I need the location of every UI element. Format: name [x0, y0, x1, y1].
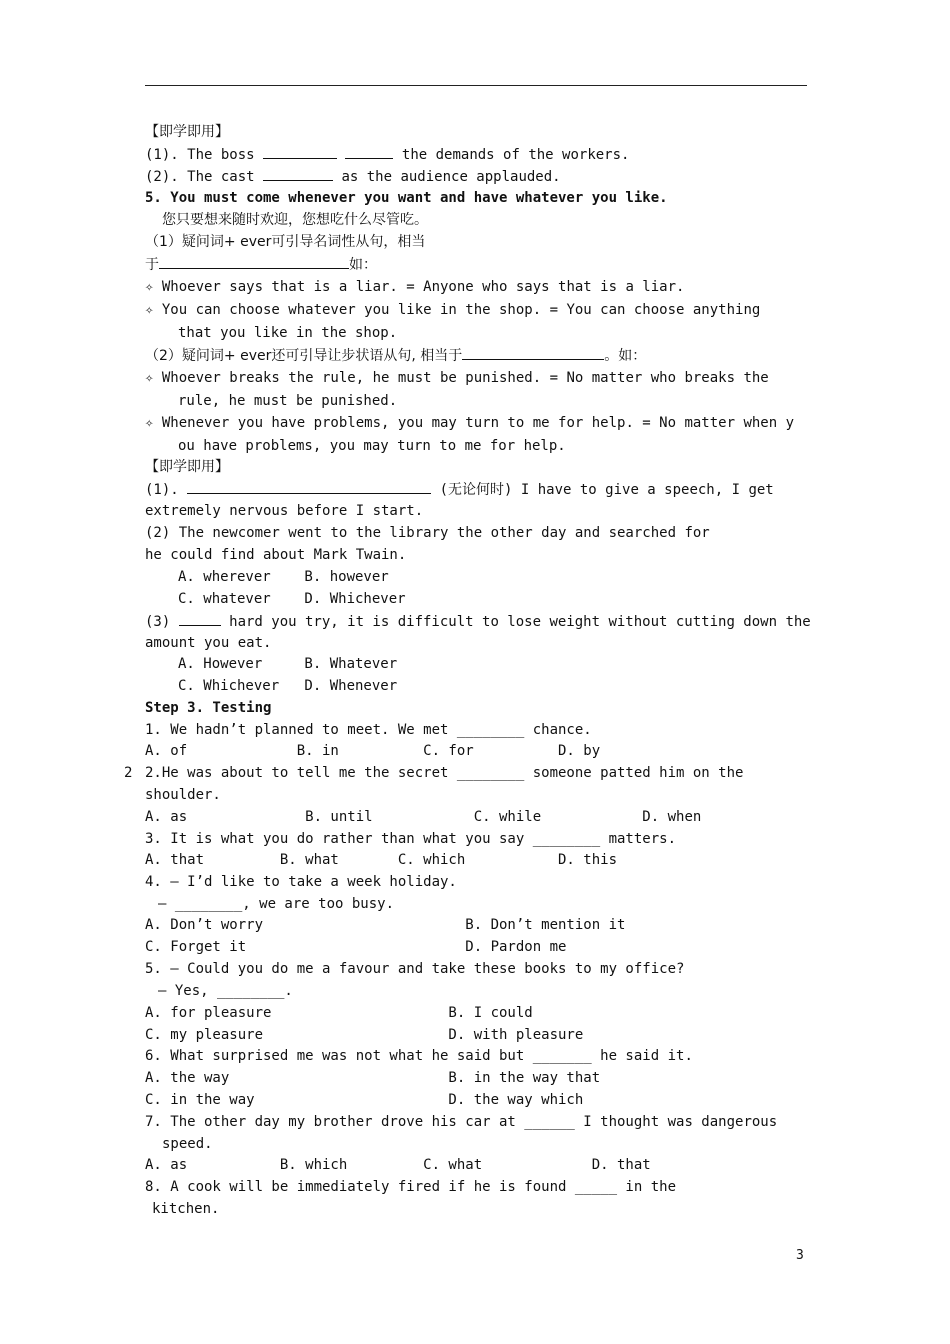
question-line: kitchen. — [152, 1201, 220, 1217]
option-line: A. However B. Whatever — [178, 656, 398, 672]
answer-blank[interactable] — [462, 345, 604, 360]
key-sentence: 5. You must come whenever you want and have whatever you like. — [145, 190, 668, 206]
diamond-bullet-icon: ✧ — [145, 279, 162, 295]
option-line: C. my pleasure D. with pleasure — [145, 1027, 584, 1043]
option-line: A. for pleasure B. I could — [145, 1005, 533, 1021]
question-line: 3. It is what you do rather than what you say ________ matters. — [145, 831, 677, 847]
question-line: — Yes, ________. — [158, 983, 293, 999]
question-line: 1. We hadn’t planned to meet. We met ________ chance. — [145, 722, 592, 738]
option-line: A. as B. until C. while D. when — [145, 809, 702, 825]
example-line: that you like in the shop. — [178, 325, 398, 341]
exercise-line: amount you eat. — [145, 635, 272, 651]
grammar-note: （2）疑问词+ ever还可引导让步状语从句, 相当于 。如： — [145, 345, 646, 366]
example-line: rule, he must be punished. — [178, 393, 398, 409]
option-line: C. whatever D. Whichever — [178, 591, 406, 607]
exercise-line: (3) hard you try, it is difficult to lose weight without cutting down the — [145, 611, 811, 632]
option-line: A. that B. what C. which D. this — [145, 852, 618, 868]
page-number: 3 — [796, 1248, 804, 1263]
section-heading: 【即学即用】 — [145, 124, 229, 140]
option-line: A. wherever B. however — [178, 569, 389, 585]
answer-blank[interactable] — [263, 144, 337, 159]
option-line: A. the way B. in the way that — [145, 1070, 601, 1086]
header-rule — [145, 85, 807, 86]
option-line: C. Forget it D. Pardon me — [145, 939, 567, 955]
answer-blank[interactable] — [263, 166, 333, 181]
example-line: ou have problems, you may turn to me for help. — [178, 438, 566, 454]
question-line: speed. — [162, 1136, 213, 1152]
exercise-line: extremely nervous before I start. — [145, 503, 424, 519]
section-heading: 【即学即用】 — [145, 459, 229, 475]
question-line: 8. A cook will be immediately fired if he is found _____ in the — [145, 1179, 677, 1195]
margin-number: 2 — [124, 765, 133, 781]
option-line: C. Whichever D. Whenever — [178, 678, 398, 694]
diamond-bullet-icon: ✧ — [145, 302, 162, 318]
grammar-note: （1）疑问词+ ever可引导名词性从句，相当 — [145, 234, 426, 250]
option-line: C. in the way D. the way which — [145, 1092, 584, 1108]
exercise-line: (1). (无论何时) I have to give a speech, I get — [145, 479, 774, 500]
exercise-line: (1). The boss the demands of the workers. — [145, 144, 629, 165]
question-line: 2.He was about to tell me the secret ________ someone patted him on the — [145, 765, 744, 781]
question-line: shoulder. — [145, 787, 221, 803]
question-line: 6. What surprised me was not what he said but _______ he said it. — [145, 1048, 693, 1064]
option-line: A. of B. in C. for D. by — [145, 743, 601, 759]
answer-blank[interactable] — [179, 611, 221, 626]
question-line: — ________, we are too busy. — [158, 896, 395, 912]
option-line: A. Don’t worry B. Don’t mention it — [145, 917, 626, 933]
exercise-line: he could find about Mark Twain. — [145, 547, 407, 563]
section-heading: Step 3. Testing — [145, 700, 272, 716]
exercise-line: (2). The cast as the audience applauded. — [145, 166, 561, 187]
example-line: ✧ Whoever breaks the rule, he must be punished. = No matter who breaks the — [145, 370, 769, 386]
example-line: ✧ You can choose whatever you like in the shop. = You can choose anything — [145, 302, 761, 318]
example-line: ✧ Whoever says that is a liar. = Anyone who says that is a liar. — [145, 279, 685, 295]
option-line: A. as B. which C. what D. that — [145, 1157, 651, 1173]
question-line: 7. The other day my brother drove his car at ______ I thought was dangerous — [145, 1114, 778, 1130]
answer-blank[interactable] — [159, 254, 349, 269]
diamond-bullet-icon: ✧ — [145, 370, 162, 386]
diamond-bullet-icon: ✧ — [145, 415, 162, 431]
answer-blank[interactable] — [345, 144, 393, 159]
question-line: 5. — Could you do me a favour and take these books to my office? — [145, 961, 685, 977]
translation: 您只要想来随时欢迎，您想吃什么尽管吃。 — [162, 212, 428, 228]
question-line: 4. — I’d like to take a week holiday. — [145, 874, 457, 890]
grammar-note: 于 如： — [145, 254, 377, 275]
example-line: ✧ Whenever you have problems, you may turn to me for help. = No matter when y — [145, 415, 795, 431]
answer-blank[interactable] — [187, 479, 431, 494]
exercise-line: (2) The newcomer went to the library the other day and searched for — [145, 525, 710, 541]
